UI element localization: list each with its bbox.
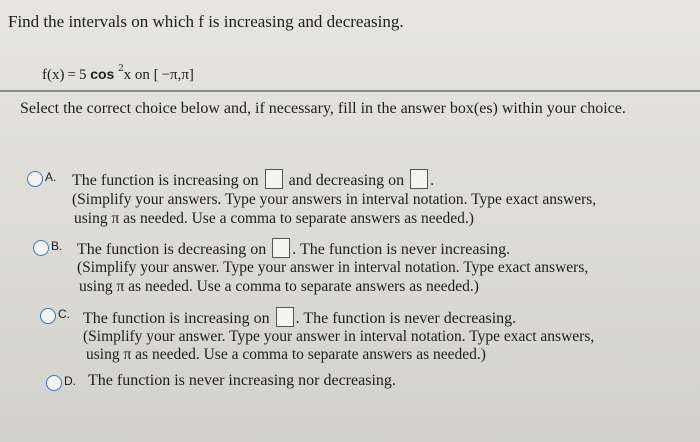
radio-choice-d[interactable] [46,375,62,391]
formula-rhs: x on [ −π,π] [123,67,194,83]
formula-exponent: 2 [118,62,124,74]
decreasing-only-answer-box[interactable] [272,238,290,258]
choice-c-text-2: . The function is never decreasing. [295,310,517,327]
radio-choice-b[interactable] [33,240,49,256]
choice-a-letter: A. [45,170,57,184]
choice-b-hint-2: using π as needed. Use a comma to separate answers as needed.) [79,278,479,295]
choice-c-text-1: The function is increasing on [83,310,270,327]
choice-a-text-1: The function is increasing on [72,172,259,189]
radio-choice-a[interactable] [27,171,43,187]
choice-d-letter: D. [64,374,76,388]
decreasing-answer-box[interactable] [410,169,428,189]
choice-b-hint-1: (Simplify your answer. Type your answer in interval notation. Type exact answers, [77,259,589,276]
choice-c-statement [83,307,516,328]
choice-a-text-3: . [430,172,435,189]
formula-cos: cos [90,66,115,82]
choice-c-letter: C. [58,307,70,321]
choice-b-text-2: . The function is never increasing. [292,241,511,258]
function-formula [42,64,194,84]
choice-b-letter: B. [51,239,63,253]
radio-choice-c[interactable] [40,308,56,324]
choice-a-hint-1: (Simplify your answers. Type your answers in interval notation. Type exact answers, [72,191,597,208]
increasing-only-answer-box[interactable] [276,307,294,327]
choice-a-text-2: and decreasing on [288,172,405,189]
divider [0,90,700,92]
choice-b-text-1: The function is decreasing on [77,241,267,258]
choice-b-statement [77,238,510,259]
increasing-answer-box[interactable] [265,169,283,189]
choice-c-hint-2: using π as needed. Use a comma to separate answers as needed.) [86,346,486,363]
choice-d-statement: The function is never increasing nor decreasing. [88,372,396,389]
choice-c-hint-1: (Simplify your answer. Type your answer in interval notation. Type exact answers, [83,328,595,345]
choice-a-statement [72,169,434,190]
instruction-text: Select the correct choice below and, if necessary, fill in the answer box(es) within your choice. [20,100,626,117]
formula-lhs: f(x) = 5 [42,67,87,83]
choice-a-hint-2: using π as needed. Use a comma to separate answers as needed.) [74,210,474,227]
question-title: Find the intervals on which f is increasing and decreasing. [8,12,404,31]
